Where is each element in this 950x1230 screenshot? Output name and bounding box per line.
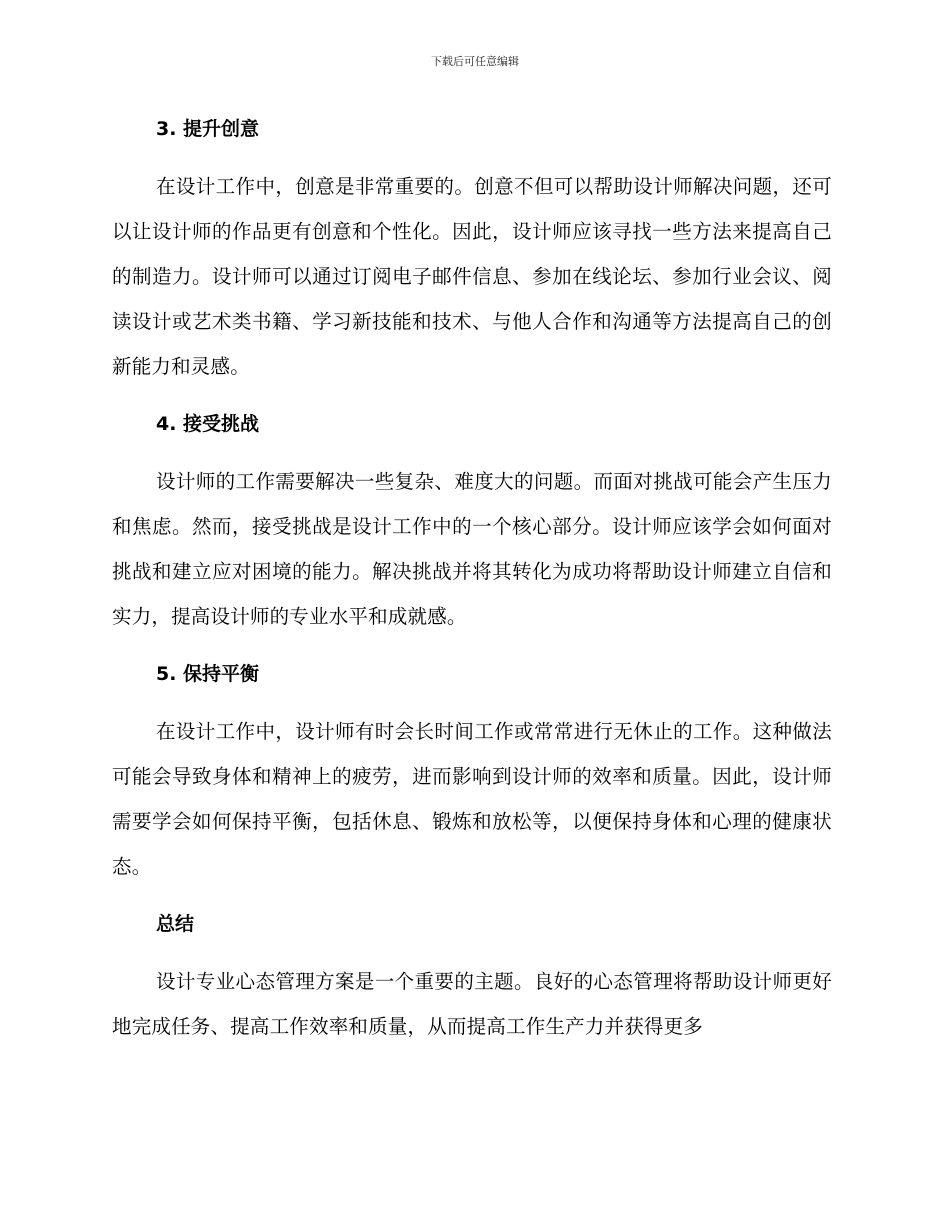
section-paragraph: 在设计工作中，创意是非常重要的。创意不但可以帮助设计师解决问题，还可以让设计师的作品更有创意和个性化。因此，设计师应该寻找一些方法来提高自己的制造力。设计师可以通过订阅电子邮件信息、参加在线论坛、参加行业会议、阅读设计或艺术类书籍、学习新技能和技术、与他人合作和沟通等方法提高自己的创新能力和灵感。 — [112, 175, 832, 378]
section-4 — [112, 407, 832, 657]
document-body — [112, 112, 832, 1049]
section-summary — [112, 907, 832, 1049]
section-5 — [112, 657, 832, 907]
section-paragraph: 在设计工作中，设计师有时会长时间工作或常常进行无休止的工作。这种做法可能会导致身体和精神上的疲劳，进而影响到设计师的效率和质量。因此，设计师需要学会如何保持平衡，包括休息、锻炼和放松等，以便保持身体和心理的健康状态。 — [112, 720, 832, 878]
section-paragraph: 设计专业心态管理方案是一个重要的主题。良好的心态管理将帮助设计师更好地完成任务、提高工作效率和质量，从而提高工作生产力并获得更多 — [112, 970, 832, 1038]
section-heading: 4. 接受挑战 — [156, 413, 260, 435]
section-heading: 3. 提升创意 — [156, 118, 260, 140]
page-header: 下载后可任意编辑 — [431, 55, 519, 68]
section-heading: 5. 保持平衡 — [156, 663, 260, 685]
section-heading: 总结 — [156, 913, 195, 935]
section-paragraph: 设计师的工作需要解决一些复杂、难度大的问题。而面对挑战可能会产生压力和焦虑。然而，接受挑战是设计工作中的一个核心部分。设计师应该学会如何面对挑战和建立应对困境的能力。解决挑战并将其转化为成功将帮助设计师建立自信和实力，提高设计师的专业水平和成就感。 — [112, 470, 832, 628]
section-3 — [112, 112, 832, 407]
